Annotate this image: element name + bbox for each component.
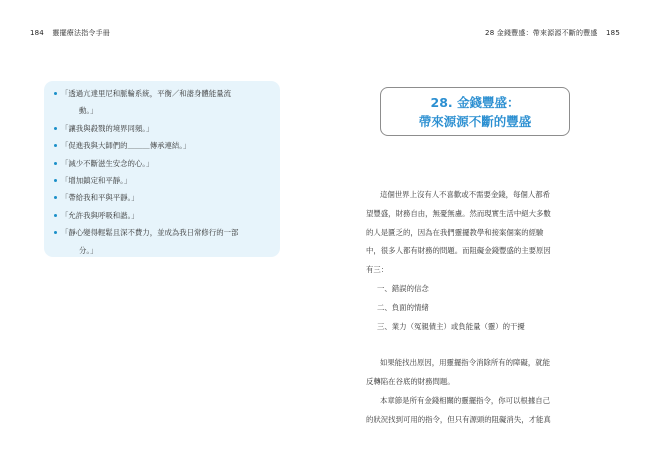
right-chapter-title: 28 金錢豐盛：帶來源源不斷的豐盛 xyxy=(485,29,598,37)
bullet-dot xyxy=(54,214,57,217)
left-book-title: 靈擺療法指令手冊 xyxy=(52,29,111,37)
list-item: 「減少不斷滋生安念的心。」 xyxy=(54,155,272,172)
paragraph-line: 的人是匱乏的，因為在我們靈擺教學和接案個案的經驗 xyxy=(366,227,544,237)
spacer xyxy=(366,336,614,354)
chapter-title-line2: 帶來源源不斷的豐盛 xyxy=(418,114,532,129)
left-page-number: 184 xyxy=(30,29,44,37)
bullet-dot xyxy=(54,231,57,234)
command-list-box xyxy=(44,81,280,257)
list-item: 「增加鎮定和平靜。」 xyxy=(54,172,272,189)
list-item: 「促進我與大師們的＿＿＿傳承連結。」 xyxy=(54,137,272,154)
left-running-header xyxy=(30,28,110,38)
chapter-title-box xyxy=(380,87,570,136)
list-item: 「靜心變得輕鬆且深不費力，並成為我日常修行的一部 分。」 xyxy=(54,224,272,259)
list-item: 「讓我與殺戮的境界同頻。」 xyxy=(54,120,272,137)
bullet-dot xyxy=(54,144,57,147)
paragraph-line: 的狀況找到可用的指令，但只有源頭的阻礙消失，才能真 xyxy=(366,414,551,424)
paragraph-line: 有三： xyxy=(366,265,389,275)
reason-item: 二、負面的情緒 xyxy=(377,302,429,312)
reason-item: 一、錯誤的信念 xyxy=(377,283,429,293)
paragraph-line: 如果能找出原因，用靈擺指令消除所有的障礙，就能 xyxy=(380,358,550,368)
paragraph-line: 反轉陷在谷底的財務問題。 xyxy=(366,377,455,387)
reason-item: 三、業力（冤親債主）或負能量（靈）的干擾 xyxy=(377,321,525,331)
bullet-dot xyxy=(54,179,57,182)
right-page-number: 185 xyxy=(606,29,620,37)
bullet-dot xyxy=(54,162,57,165)
paragraph-line: 這個世界上沒有人不喜歡或不需要金錢，每個人都希 xyxy=(380,190,550,199)
list-item: 「帶給我和平與平靜。」 xyxy=(54,189,272,206)
bullet-dot xyxy=(54,127,57,130)
bullet-dot xyxy=(54,92,57,95)
paragraph-line: 本章節是所有金錢相關的靈擺指令，你可以根據自己 xyxy=(380,395,550,405)
list-item: 「透過亢達里尼和脈輪系統，平衡／和諧身體能量流 動。」 xyxy=(54,85,272,120)
paragraph-line: 望豐盛，財務自由，無憂無慮。然而現實生活中絕大多數 xyxy=(366,208,551,218)
chapter-body xyxy=(366,186,614,430)
paragraph-line: 中，很多人都有財務的問題。而阻礙金錢豐盛的主要原因 xyxy=(366,246,551,256)
chapter-title-line1: 28. 金錢豐盛： xyxy=(430,95,520,110)
list-item: 「允許我與呼吸和諧。」 xyxy=(54,207,272,224)
right-running-header xyxy=(485,28,620,38)
bullet-dot xyxy=(54,196,57,199)
